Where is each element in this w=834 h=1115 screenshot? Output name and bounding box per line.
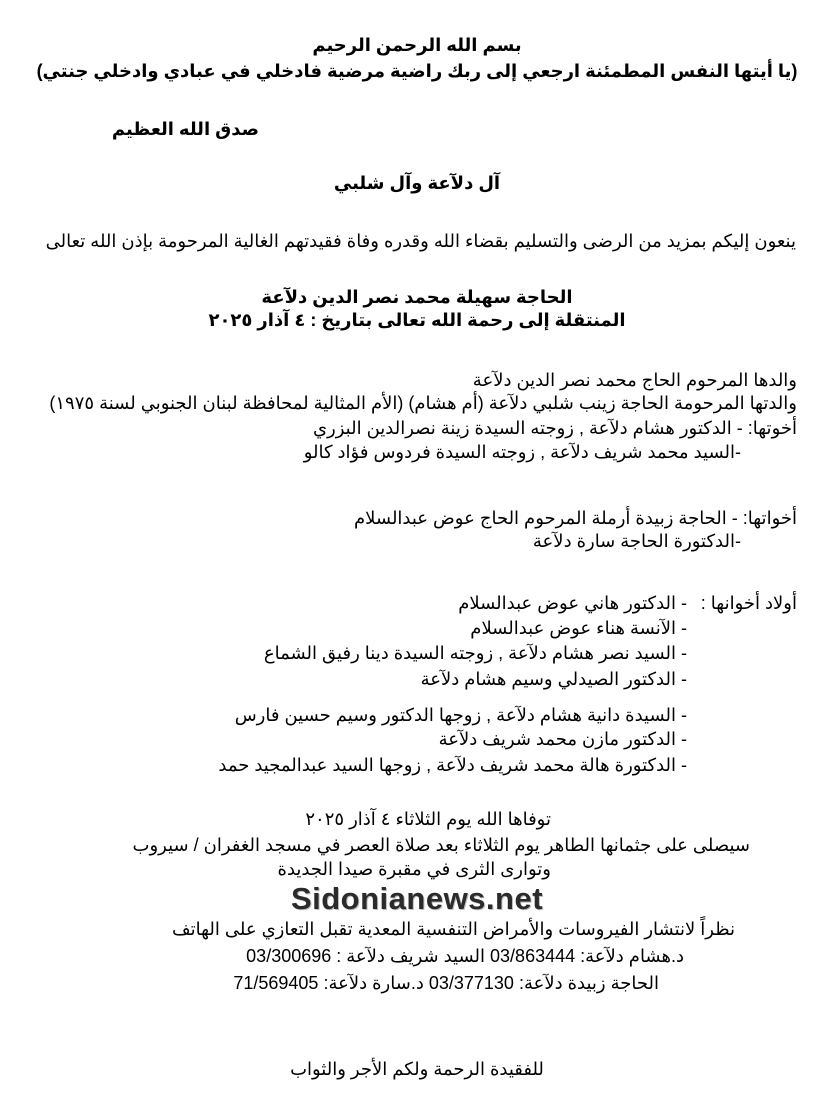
- sidonianews-watermark: Sidonianews.net: [290, 881, 544, 916]
- passing-date: المنتقلة إلى رحمة الله تعالى بتاريخ : ٤ آذار ٢٠٢٥: [208, 310, 626, 330]
- list-item: - الدكتور الصيدلي وسيم هشام دلآعة: [420, 669, 687, 689]
- sisters-line-1: أخواتها: - الحاجة زبيدة أرملة المرحوم الحاج عوض عبدالسلام: [354, 508, 797, 528]
- closing-line: للفقيدة الرحمة ولكم الأجر والثواب: [290, 1059, 544, 1079]
- quran-verse: (يا أيتها النفس المطمئنة ارجعي إلى ربك راضية مرضية فادخلي في عبادي وادخلي جنتي): [36, 61, 798, 81]
- brothers-line-1: أخوتها: - الدكتور هشام دلآعة , زوجته السيدة زينة نصرالدين البزري: [312, 418, 797, 438]
- deceased-name: الحاجة سهيلة محمد نصر الدين دلآعة: [261, 287, 573, 307]
- father-line: والدها المرحوم الحاج محمد نصر الدين دلآعة: [472, 370, 797, 390]
- list-item: - السيد نصر هشام دلآعة , زوجته السيدة دينا رفيق الشماع: [263, 643, 687, 663]
- basmala: بسم الله الرحمن الرحيم: [312, 35, 522, 55]
- list-item: - الدكتور هاني عوض عبدالسلام: [458, 593, 687, 613]
- condolences-note: نظراً لانتشار الفيروسات والأمراض التنفسية المعدية تقبل التعازي على الهاتف: [171, 919, 735, 939]
- burial-line: وتوارى الثرى في مقبرة صيدا الجديدة: [277, 859, 551, 879]
- list-item: - الدكتور مازن محمد شريف دلآعة: [438, 729, 687, 749]
- list-item: - السيدة دانية هشام دلآعة , زوجها الدكتور وسيم حسين فارس: [234, 705, 687, 725]
- nephews-label: أولاد أخوانها :: [700, 593, 797, 613]
- phone-line-2: الحاجة زبيدة دلآعة: 03/377130 د.سارة دلآعة: 71/569405: [233, 973, 659, 993]
- sisters-line-2: -الدكتورة الحاجة سارة دلآعة: [532, 531, 741, 551]
- sadaqa-allah: صدق الله العظيم: [111, 119, 259, 139]
- families-title: آل دلآعة وآل شلبي: [333, 173, 501, 193]
- announcement-text: ينعون إليكم بمزيد من الرضى والتسليم بقضاء الله وقدره وفاة فقيدتهم الغالية المرحومة بإذن الله تعالى: [45, 231, 796, 251]
- list-item: - الآنسة هناء عوض عبدالسلام: [470, 618, 687, 638]
- death-day-line: توفاها الله يوم الثلاثاء ٤ آذار ٢٠٢٥: [305, 809, 551, 829]
- funeral-prayer-line: سيصلى على جثمانها الطاهر يوم الثلاثاء بعد صلاة العصر في مسجد الغفران / سيروب: [132, 835, 750, 855]
- phone-line-1: د.هشام دلآعة: 03/863444 السيد شريف دلآعة : 03/300696: [246, 946, 684, 966]
- mother-line: والدتها المرحومة الحاجة زينب شلبي دلآعة (أم هشام) (الأم المثالية لمحافظة لبنان الجنوبي لسنة ١٩٧٥): [49, 393, 797, 413]
- brothers-line-2: -السيد محمد شريف دلآعة , زوجته السيدة فردوس فؤاد كالو: [303, 442, 741, 462]
- list-item: - الدكتورة هالة محمد شريف دلآعة , زوجها السيد عبدالمجيد حمد: [218, 755, 687, 775]
